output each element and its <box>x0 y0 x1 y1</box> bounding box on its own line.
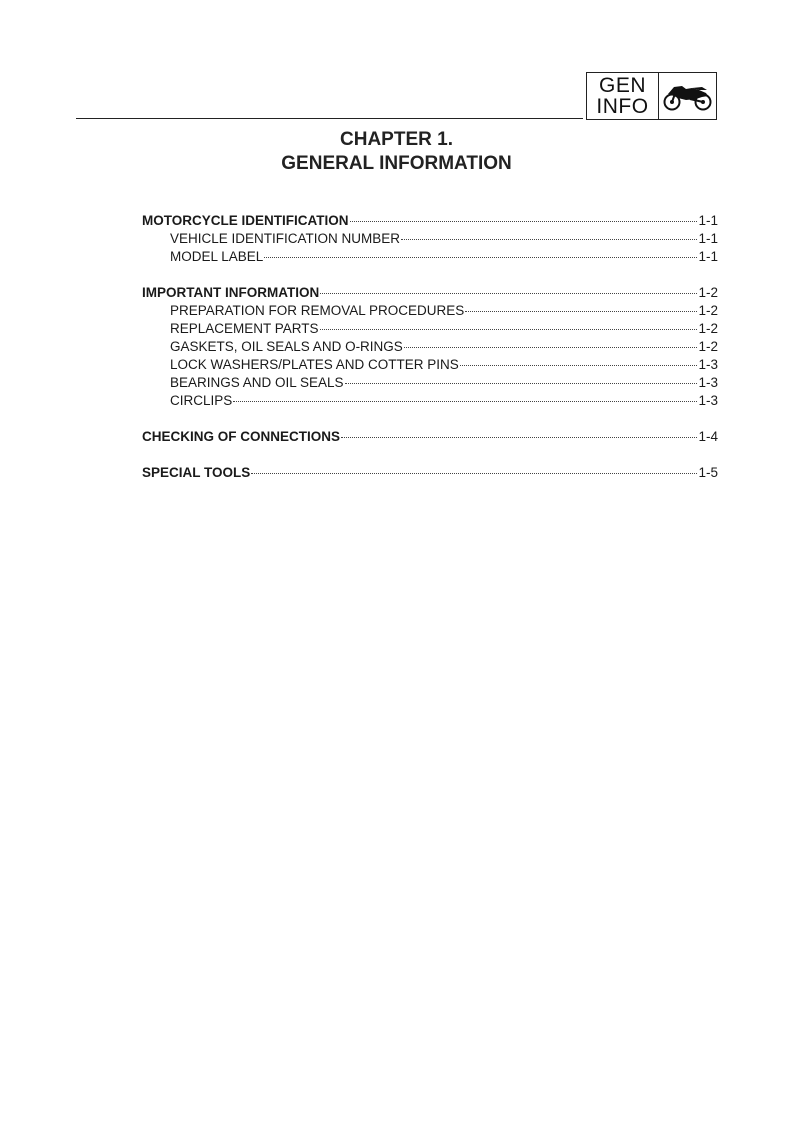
toc-page-number: 1-1 <box>698 213 718 228</box>
badge-line-1: GEN <box>598 74 646 97</box>
toc-item-bearings-oil-seals[interactable] <box>142 374 718 392</box>
header-rule <box>76 118 583 119</box>
toc-item-circlips[interactable] <box>142 392 718 410</box>
leader-dots <box>350 221 698 222</box>
toc-item-model-label[interactable] <box>142 248 718 266</box>
leader-dots <box>345 383 698 384</box>
toc-item-title: BEARINGS AND OIL SEALS <box>170 375 344 390</box>
leader-dots <box>264 257 697 258</box>
toc-page-number: 1-5 <box>698 465 718 480</box>
toc-item-preparation-for-removal-procedures[interactable] <box>142 302 718 320</box>
toc-item-gaskets-oil-seals-o-rings[interactable] <box>142 338 718 356</box>
toc-item-title: LOCK WASHERS/PLATES AND COTTER PINS <box>170 357 459 372</box>
leader-dots <box>233 401 697 402</box>
toc-item-title: GASKETS, OIL SEALS AND O-RINGS <box>170 339 403 354</box>
toc-page-number: 1-2 <box>698 339 718 354</box>
section-badge <box>586 72 717 120</box>
leader-dots <box>460 365 698 366</box>
toc-item-title: PREPARATION FOR REMOVAL PROCEDURES <box>170 303 465 318</box>
toc-item-title: REPLACEMENT PARTS <box>170 321 319 336</box>
motorcycle-icon <box>659 73 716 119</box>
table-of-contents <box>142 212 718 482</box>
toc-page-number: 1-3 <box>698 375 718 390</box>
badge-label <box>587 73 659 119</box>
toc-page-number: 1-2 <box>698 285 718 300</box>
leader-dots <box>465 311 697 312</box>
toc-page-number: 1-4 <box>698 429 718 444</box>
badge-line-2: INFO <box>596 95 649 118</box>
leader-dots <box>320 293 697 294</box>
toc-item-title: CIRCLIPS <box>170 393 233 408</box>
toc-page-number: 1-2 <box>698 321 718 336</box>
leader-dots <box>341 437 697 438</box>
toc-page-number: 1-3 <box>698 357 718 372</box>
toc-item-replacement-parts[interactable] <box>142 320 718 338</box>
toc-section-title: SPECIAL TOOLS <box>142 465 251 480</box>
toc-section-title: MOTORCYCLE IDENTIFICATION <box>142 213 349 228</box>
toc-page-number: 1-1 <box>698 249 718 264</box>
leader-dots <box>320 329 698 330</box>
leader-dots <box>251 473 697 474</box>
toc-page-number: 1-2 <box>698 303 718 318</box>
toc-page-number: 1-1 <box>698 231 718 246</box>
leader-dots <box>401 239 697 240</box>
chapter-title: GENERAL INFORMATION <box>281 153 512 174</box>
toc-section-title: IMPORTANT INFORMATION <box>142 285 320 300</box>
chapter-number: CHAPTER 1. <box>340 129 453 150</box>
toc-section-title: CHECKING OF CONNECTIONS <box>142 429 341 444</box>
toc-page-number: 1-3 <box>698 393 718 408</box>
toc-item-lock-washers-plates-cotter-pins[interactable] <box>142 356 718 374</box>
toc-item-title: VEHICLE IDENTIFICATION NUMBER <box>170 231 401 246</box>
toc-item-title: MODEL LABEL <box>170 249 264 264</box>
toc-item-vehicle-identification-number[interactable] <box>142 230 718 248</box>
toc-section-important-information[interactable] <box>142 284 718 302</box>
toc-section-checking-of-connections[interactable] <box>142 428 718 446</box>
leader-dots <box>404 347 698 348</box>
toc-section-motorcycle-identification[interactable] <box>142 212 718 230</box>
toc-section-special-tools[interactable] <box>142 464 718 482</box>
